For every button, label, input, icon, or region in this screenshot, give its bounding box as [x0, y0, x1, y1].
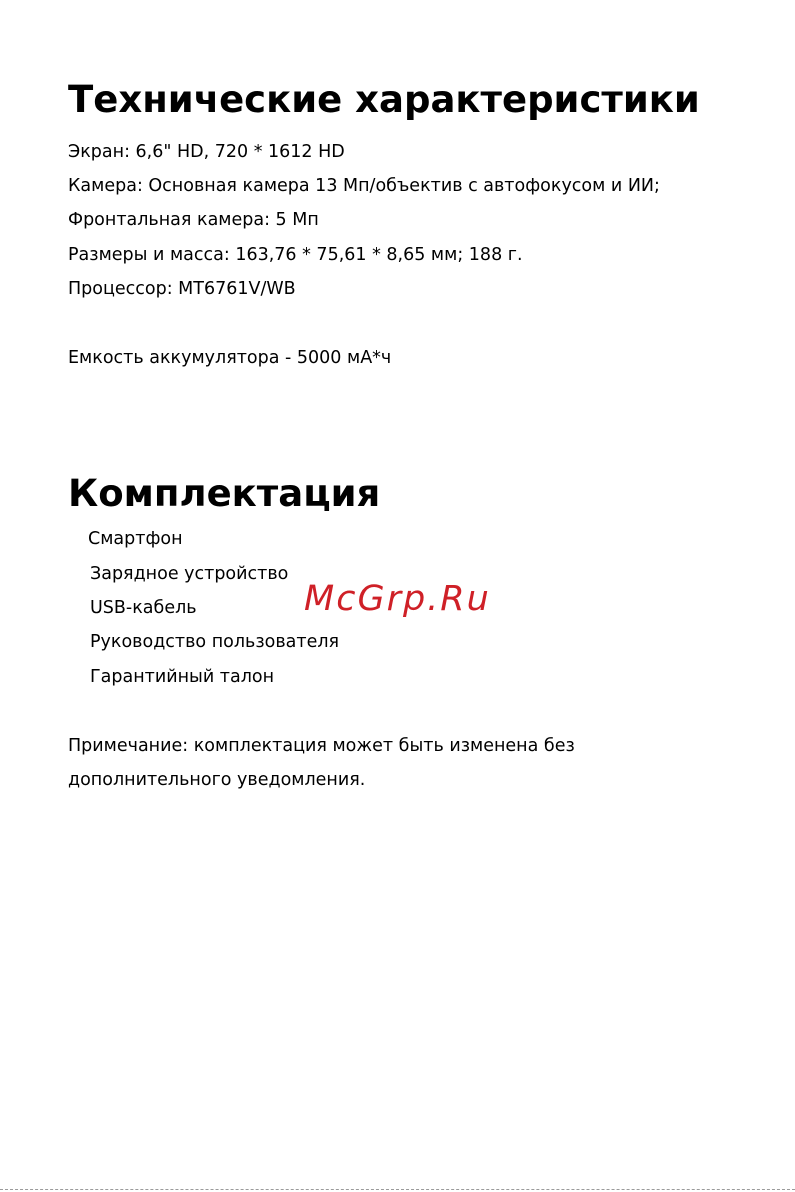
watermark-logo: McGrp.Ru [304, 579, 491, 619]
package-note-line-1: Примечание: комплектация может быть изменена без [68, 736, 575, 756]
spec-line-processor: Процессор: MT6761V/WB [68, 279, 296, 299]
spec-line-camera: Камера: Основная камера 13 Мп/объектив с автофокусом и ИИ; [68, 176, 660, 196]
spec-line-dimensions: Размеры и масса: 163,76 * 75,61 * 8,65 мм; 188 г. [68, 245, 523, 265]
package-note-line-2: дополнительного уведомления. [68, 770, 366, 790]
package-title: Комплектация [68, 472, 381, 515]
bottom-cut-line [0, 1189, 795, 1190]
specs-title: Технические характеристики [68, 78, 700, 121]
spec-line-battery: Емкость аккумулятора - 5000 мА*ч [68, 348, 392, 368]
package-item-warranty-card: Гарантийный талон [90, 667, 275, 687]
package-item-usb-cable: USB-кабель [90, 598, 197, 618]
package-item-smartphone: Смартфон [88, 529, 183, 549]
spec-line-front-camera: Фронтальная камера: 5 Мп [68, 210, 319, 230]
spec-line-screen: Экран: 6,6" HD, 720 * 1612 HD [68, 142, 345, 162]
package-item-user-guide: Руководство пользователя [90, 632, 340, 652]
package-item-charger: Зарядное устройство [90, 564, 289, 584]
